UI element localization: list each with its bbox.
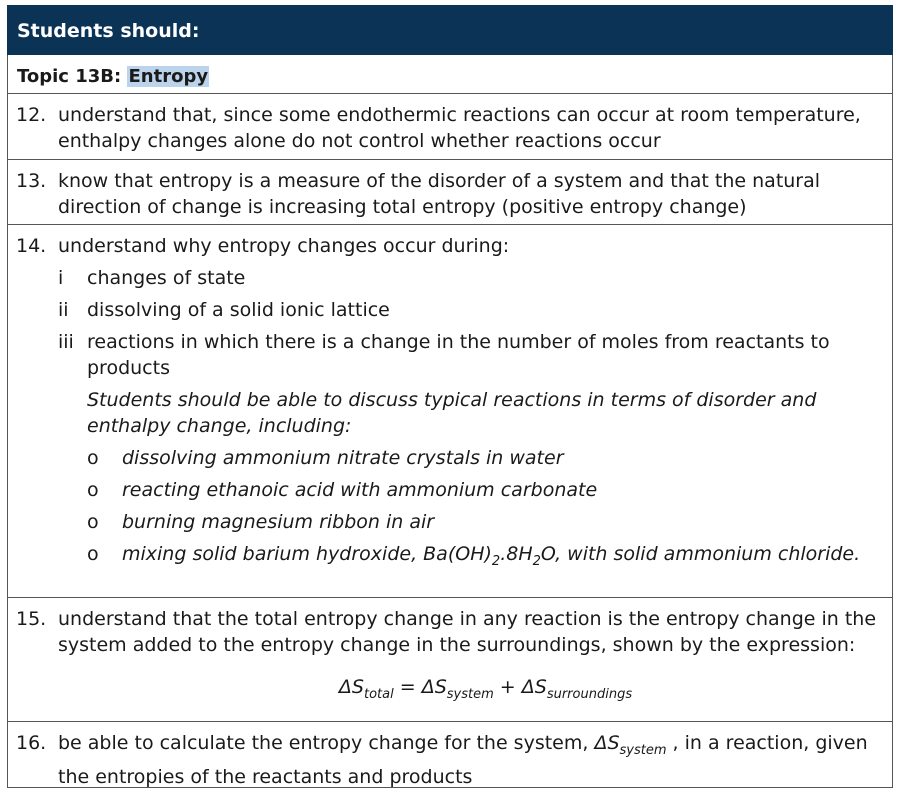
objective-number: 16. bbox=[16, 732, 47, 754]
bullet-icon: o bbox=[87, 543, 99, 565]
objective-13 bbox=[7, 160, 893, 225]
bullet-item: o mixing solid barium hydroxide, $Ba(OH)_2.8H_2O$, with solid ammonium chloride. bbox=[87, 541, 878, 575]
objective-text: understand that, since some endothermic reactions can occur at room temperature, enthalpy changes alone do not control whether reactions occur bbox=[58, 104, 861, 152]
bullet-item: o burning magnesium ribbon in air bbox=[87, 511, 435, 533]
objective-text: be able to calculate the entropy change for the system, $\Delta S_{system}$ , in a reaction, given the entropies of the reactants and products bbox=[58, 732, 868, 788]
objective-15 bbox=[7, 598, 893, 722]
objective-text: understand why entropy changes occur during: bbox=[58, 235, 510, 257]
sub-item: ii dissolving of a solid ionic lattice bbox=[58, 299, 390, 321]
topic-name-highlighted[interactable]: Entropy bbox=[128, 66, 209, 87]
objective-16 bbox=[7, 722, 893, 788]
objective-number: 15. bbox=[16, 608, 47, 630]
bullet-item: o reacting ethanoic acid with ammonium carbonate bbox=[87, 479, 598, 501]
objective-14 bbox=[7, 225, 893, 598]
objective-number: 13. bbox=[16, 170, 47, 192]
objective-text: know that entropy is a measure of the disorder of a system and that the natural direction of change is increasing total entropy (positive entropy change) bbox=[58, 170, 821, 218]
bullet-icon: o bbox=[87, 447, 99, 469]
topic-prefix: Topic 13B: bbox=[17, 66, 128, 87]
objective-number: 12. bbox=[16, 104, 47, 126]
objective-12 bbox=[7, 94, 893, 160]
objective-number: 14. bbox=[16, 235, 47, 257]
topic-row bbox=[7, 55, 893, 94]
entropy-equation: $\Delta S_{total} = \Delta S_{system} + \Delta S_{surroundings}$ bbox=[338, 676, 633, 702]
bullet-icon: o bbox=[87, 511, 99, 533]
sub-item: iii reactions in which there is a change in the number of moles from reactants to products bbox=[58, 331, 830, 379]
bullet-icon: o bbox=[87, 479, 99, 501]
spec-table bbox=[7, 5, 893, 788]
table-header: Students should: bbox=[7, 5, 893, 55]
bullet-item: o dissolving ammonium nitrate crystals in water bbox=[87, 447, 564, 469]
guidance-note: Students should be able to discuss typical reactions in terms of disorder and enthalpy change, including: bbox=[87, 389, 817, 437]
objective-text: understand that the total entropy change in any reaction is the entropy change in the system added to the entropy change in the surroundings, shown by the expression: bbox=[58, 608, 877, 656]
sub-item: i changes of state bbox=[58, 267, 246, 289]
